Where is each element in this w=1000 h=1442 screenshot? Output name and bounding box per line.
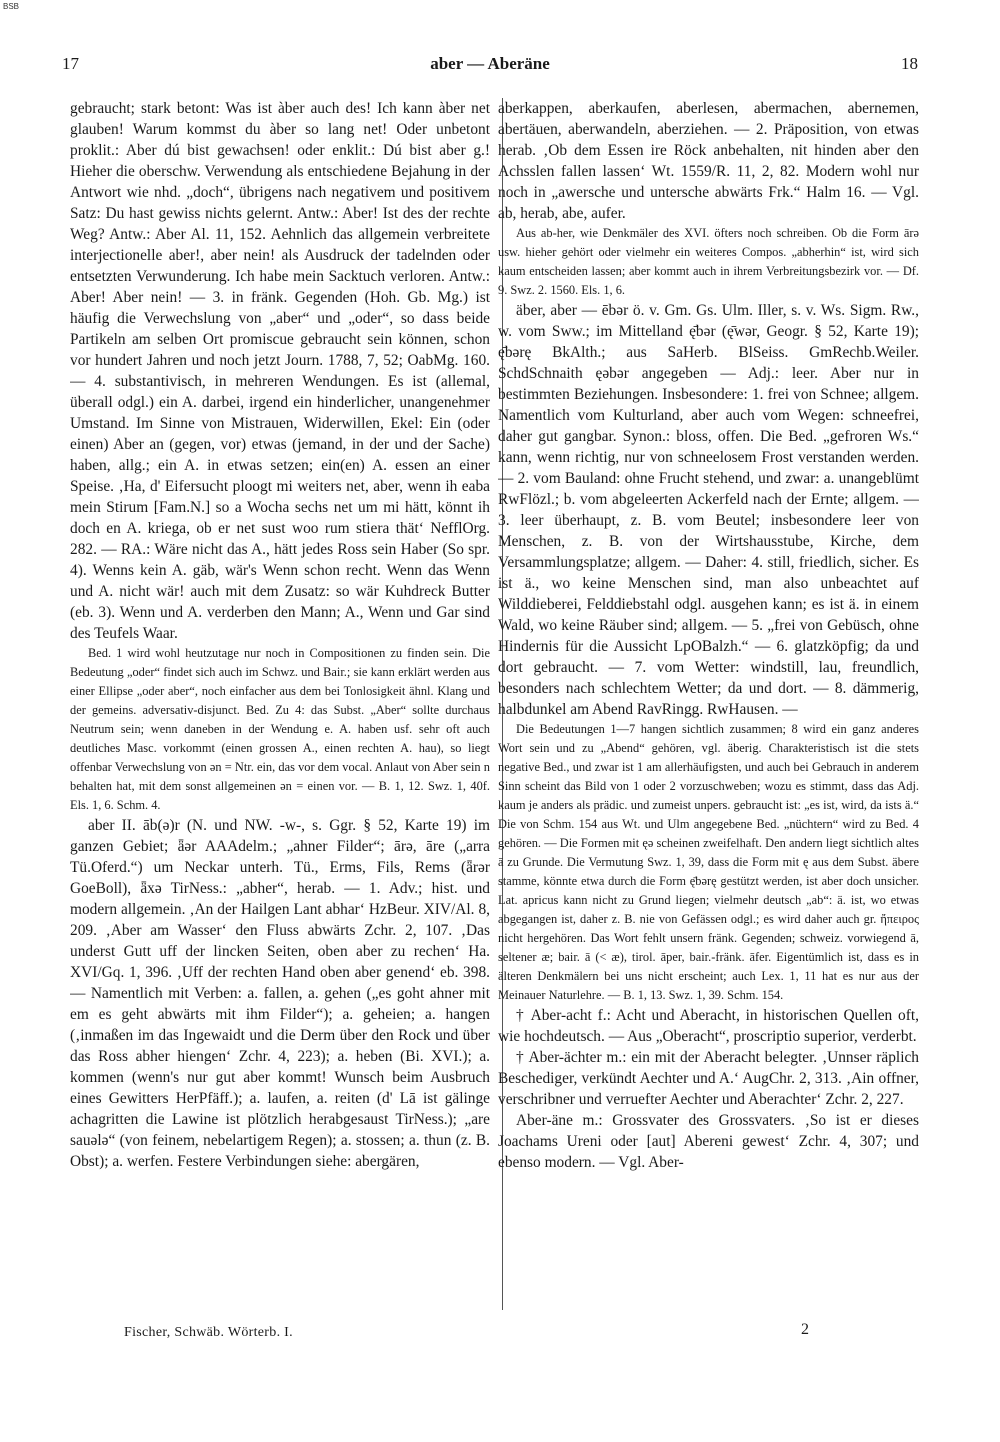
entry-paragraph: gebraucht; stark betont: Was ist àber auch des! Ich kann àber net glauben! Warum kommst du àber so lang net! Oder unbetont proklit.: Aber dú bist gewachsen! oder enklit.: Dú bist aber g.! Hieher die oberschw. Verwendung als entschiedene Bejahung in der Antwort wie nhd. „doch“, übrigens nach negativem und positivem Satz: Du hast gewiss nichts gelernt. Antw.: Aber! Ist des der rechte Weg? Antw.: Aber Al. 11, 152. Aehnlich das allgemein verbreitete interjectionelle aber!, aber nein! als Ausdruck der tadelnden oder entsetzten Verwunderung. Ich habe mein Sacktuch verloren. Antw.: Aber! Aber nein! — 3. in fränk. Gegenden (Hoh. Gb. Mg.) ist häufig die Verwechslung von „aber“ und „oder“, so dass beide Partikeln am selben Ort promiscue gebraucht sein können, schon vor hundert Jahren und noch jetzt Journ. 1788, 7, 52; OabMg. 160. — 4. substantivisch, in mehreren Wendungen. Es ist (allemal, überall odgl.) ein A. darbei, irgend ein hinderlicher, unangenehmer Umstand. Im Sinne von Mistrauen, Widerwillen, Ekel: Ein (oder einen) Aber an (gegen, vor) etwas (jemand, in der und der Sache) haben, allg.; ein A. in etwas setzen; ein(en) A. essen an einer Speise. ‚Ha, d' Eifersucht ploogt mi weiters net, aber, wenn ih eaba mein Stirum [Fam.N.] so a Wocha sechs net um mi hätt, könnt ih doch en A. kriega, ob er net sust woo rum stiera thät‘ NefflOrg. 282. — RA.: Wäre nicht das A., hätt jedes Ross sein Haber (So spr. 4). Wenns kein A. gäb, wär's Wenn schon recht. Wenn das Wenn und A. nicht wär! auch mit dem Zusatz: so wär Kuhdreck Butter (eb. 3). Wenn und A. verderben den Mann; A., Wenn und Gar sind des Teufels Waar. [70, 100, 490, 642]
page-number-left: 17 [62, 54, 79, 73]
left-column [70, 98, 490, 1314]
note-paragraph: Aus ab-her, wie Denkmäler des XVI. öfters noch schreiben. Ob die Form ārə usw. hieher gehört oder vielmehr ein weiteres Compos. „abherhin“ ist, wird sich kaum entscheiden lassen; aber kommt auch in ihrem Verbreitungsbezirk vor. — Df. 9. Swz. 2. 1560. Els. 1, 6. [498, 226, 919, 297]
page-number-right: 18 [901, 54, 918, 73]
page-header [62, 54, 918, 78]
entry-paragraph: aberkappen, aberkaufen, aberlesen, abermachen, abernemen, abertäuen, aberwandeln, aberziehen. — 2. Präposition, von etwas herab. ‚Ob dem Essen ire Röck anbehalten, nit hinden aber den Achsslen fallen lassen‘ Wt. 1559/R. 11, 2, 82. Modern wohl nur noch in „awersche und untersche abwärts Frk.“ Halm 16. — Vgl. ab, herab, abe, aufer. [498, 100, 919, 222]
entry-paragraph: äber, aber — ēbər ö. v. Gm. Gs. Ulm. Iller, s. v. Ws. Sigm. Rw., w. vom Sww.; im Mittelland ę̄bər (ę̄wər, Geogr. § 52, Karte 19); ę̄bərę BkAlth.; aus SaHerb. BlSeiss. GmRechb.Weiler. SchdSchnaith ęəbər angegeben — Adj.: leer. Aber nur in bestimmten Beziehungen. Insbesondere: 1. frei von Schnee; allgem. Namentlich vom Kulturland, aber auch vom Wegen: schneefrei, daher gut gangbar. Synon.: bloss, offen. Die Bed. „gefroren Ws.“ kann, wenn richtig, nur von schneelosem Frost verstanden werden. — 2. vom Bauland: ohne Frucht stehend, und zwar: a. unangeblümt RwFlözl.; b. vom abgeleerten Ackerfeld nach der Ernte; allgem. — 3. leer überhaupt, z. B. vom Beutel; insbesondere leer von Menschen, z. B. von der Wirtshausstube, Kirche, dem Versammlungsplatze; allgem. — Daher: 4. still, friedlich, sicher. Es ist ä., wo keine Menschen sind, man also unbeachtet auf Wilddieberei, Felddiebstahl odgl. ausgehen kann; es ist ä. in einem Wald, wo keine Räuber sind; allgem. — 5. „frei von Gebüsch, ohne Hindernis für die Aussicht LpOBalzh.“ — 6. glatzköpfig; da und dort gebraucht. — 7. vom Wetter: windstill, lau, freundlich, besonders nach schlechtem Wetter; da und dort. — 8. dämmerig, halbdunkel am Abend RavRingg. RwHausen. — [498, 302, 919, 718]
entry-paragraph: † Aber-acht f.: Acht und Aberacht, in historischen Quellen oft, wie hochdeutsch. — Aus „Oberacht“, proscriptio superior, verderbt. [498, 1007, 919, 1045]
right-column [498, 98, 919, 1314]
entry-paragraph: Aber-äne m.: Grossvater des Grossvaters. ‚So ist er dieses Joachams Ureni oder [aut] Abereni gewest‘ Zchr. 4, 307; und ebenso modern. — Vgl. Aber- [498, 1112, 919, 1171]
note-paragraph: Bed. 1 wird wohl heutzutage nur noch in Compositionen zu finden sein. Die Bedeutung „oder“ findet sich auch im Schwz. und Bair.; sie kann erklärt werden aus einer Ellipse „oder aber“, noch einfacher aus dem bei Tonlosigkeit ähnl. Klang und der gemeins. adversativ-disjunct. Bed. Zu 4: das Subst. „Aber“ sollte durchaus Neutrum sein; wenn daneben in der Wendung e. A. haben usf. sehr oft auch deutliches Masc. vorkommt (einen grossen A., einen rechten A. hau), so liegt offenbar Verwechslung von ən = Ntr. ein, das vor dem vocal. Anlaut von Aber sein n behalten hat, mit dem sonst allgemeinen ən = einen vor. — B. 1, 12. Swz. 1, 40f. Els. 1, 6. Schm. 4. [70, 646, 490, 812]
footer-signature: Fischer, Schwäb. Wörterb. I. [124, 1325, 293, 1340]
note-paragraph: Die Bedeutungen 1—7 hangen sichtlich zusammen; 8 wird ein ganz anderes Wort sein und zu „Abend“ gehören, vgl. äberig. Charakteristisch ist die stets negative Bed., und zwar ist 1 am allerhäufigsten, und auch bei Gebrauch in anderem Sinn scheint das Bild von 1 oder 2 vorzuschweben; wozu es stimmt, dass das Adj. kaum je anders als prädic. und zumeist unpers. gebraucht ist: „es ist, wird, da ists ä.“ Die von Schm. 154 aus Wt. und Ulm angegebene Bed. „nüchtern“ wird zu Bed. 4 gehören. — Die Formen mit ęə scheinen zweifelhaft. Den andern liegt sichtlich altes ā zu Grunde. Die Vermutung Swz. 1, 39, dass die Form mit ę aus dem Subst. äbere stamme, könnte etwa durch die Form ę̄bərę gestützt werden, ist aber doch unsicher. Lat. apricus kann nicht zu Grund liegen; vielmehr deutsch „ab“: ä. ist, wo etwas abgegangen ist, daher z. B. nie von Gefässen odgl.; es wird daher auch gr. ἤπειρος nicht hergehören. Das Wort fehlt unsern fränk. Gegenden; schweiz. vorwiegend ā, seltener æ; bair. ā (< æ), tirol. āper, bair.-fränk. āfer. Eigentümlich ist, dass es in älteren Denkmälern bei uns nicht erscheint; auch Lex. 1, 11 hat es nur aus der Meinauer Naturlehre. — B. 1, 13. Swz. 1, 39. Schm. 154. [498, 722, 919, 1002]
library-stamp: BSB [3, 2, 20, 11]
footer-sheet-number: 2 [801, 1321, 809, 1338]
entry-paragraph: aber II. āb(ə)r (N. und NW. -w-, s. Ggr. § 52, Karte 19) im ganzen Gebiet; ǟər AAAdelm.; „ahner Filder“; ārə, āre („arra Tü.Oferd.“) um Neckar unterh. Tü., Erms, Fils, Rems (ǟrər GoeBoll), ǟxə TirNess.: „abher“, herab. — 1. Adv.; hist. und modern allgemein. ‚An der Hailgen Lant abhar‘ HzBeur. XIV/Al. 8, 209. ‚Aber am Wasser‘ den Fluss abwärts Zchr. 2, 107. ‚Das underst Gutt uff der lincken Seiten, oben aber zu rechen‘ Ha. XVI/Gq. 1, 396. ‚Uff der rechten Hand oben aber genend‘ eb. 398. — Namentlich mit Verben: a. fallen, a. gehen („es goht ahner mit em es geht abwärts mit ihm Filder“); a. geheien; a. hangen (‚inmaßen im das Ingewaidt und die Derm über den Rock und über das Ross abher hiengen‘ Zchr. 4, 223); a. heben (Bi. XVI.); a. kommen (wenn's nur gut aber kommt! Wunsch beim Ausbruch eines Gewitters HerPfäff.); a. laufen, a. reiten (d' Lā ist gälinge achagritten die Lawine ist plötzlich herabgesaust TirNess.); „are sauələ“ (von feinem, nebelartigem Regen); a. stossen; a. thun (z. B. Obst); a. werfen. Festere Verbindungen siehe: abergären, [70, 817, 490, 1170]
running-title: aber — Aberäne [430, 54, 550, 73]
entry-paragraph: † Aber-ächter m.: ein mit der Aberacht belegter. ‚Unnser räplich Beschediger, verkündt Aechter und A.‘ AugChr. 2, 313. ‚Ain offner, verschribner und verruefter Aechter und Aberachter‘ Zchr. 2, 227. [498, 1049, 919, 1108]
